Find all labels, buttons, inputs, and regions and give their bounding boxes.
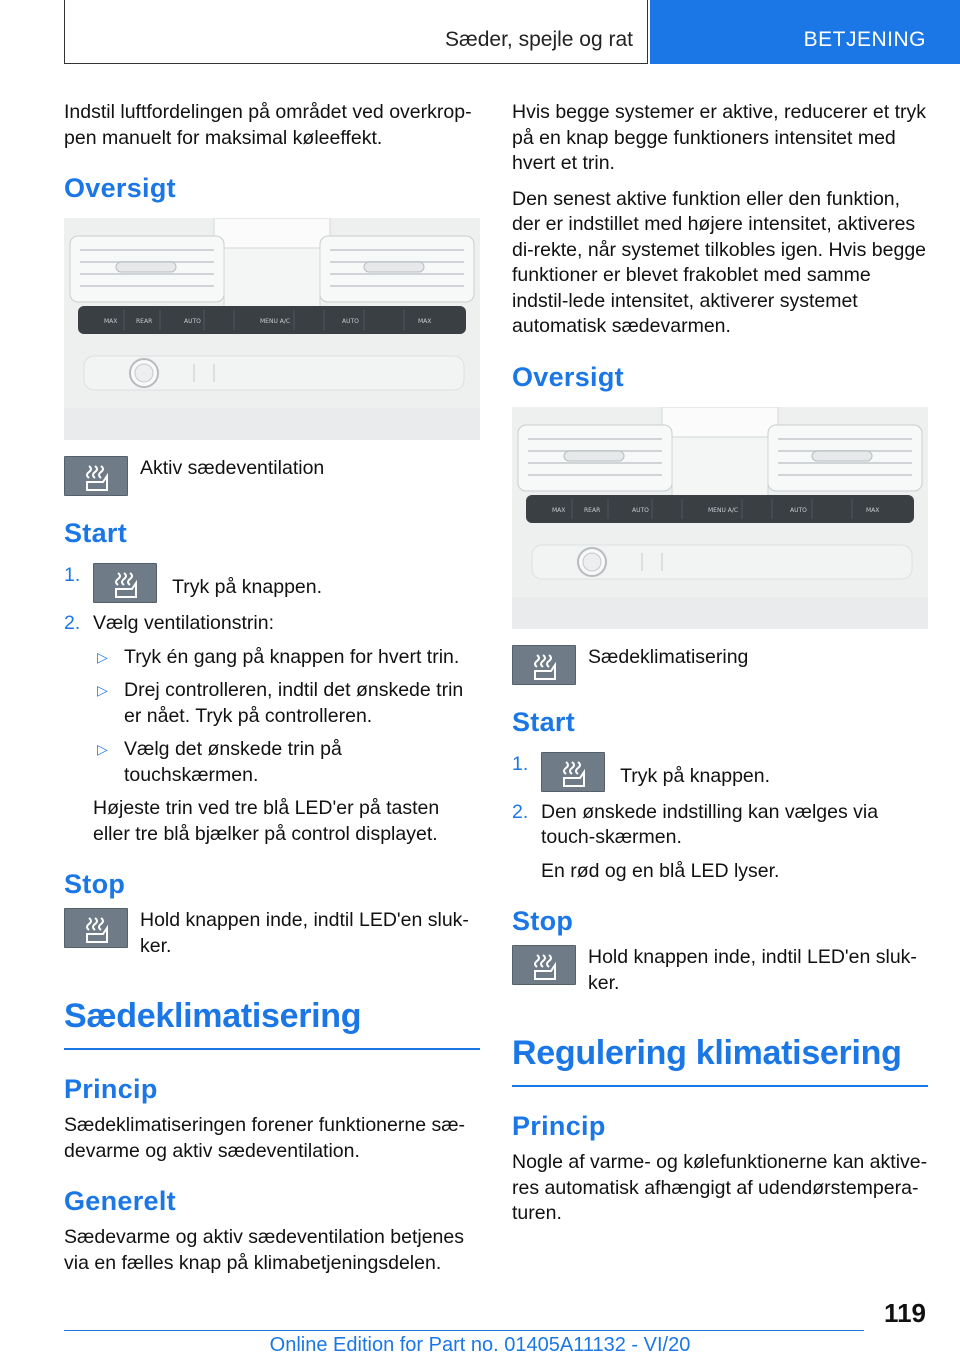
panel-label-max-right: MAX: [866, 506, 880, 514]
start-heading: Start: [512, 706, 576, 737]
stop-text: Hold knappen inde, indtil LED'en sluk-ker.: [140, 909, 469, 957]
stop-row: [512, 945, 928, 996]
paragraph: Den senest aktive funktion eller den funktion, der er indstillet med højere intensitet, aktiveres di-rekte, når systemet tilkobles igen. Hvis begge funktioner er blevet frakoblet med samme indstil-lede intensitet, aktiverer systemet automatisk sædevarmen.: [512, 187, 927, 337]
left-column: [64, 100, 480, 1286]
overview-caption: Sædeklimatisering: [588, 645, 749, 668]
step-item: 1. Tryk på knappen.: [64, 563, 480, 603]
caption-row: [512, 645, 928, 685]
footer-edition: Online Edition for Part no. 01405A11132 - VI/20: [269, 1334, 691, 1356]
seat-climate-icon: [512, 645, 576, 685]
section-title: Regulering klimatisering: [512, 1034, 928, 1087]
seat-ventilation-icon: [64, 908, 128, 948]
panel-label-menu: MENU A/C: [260, 318, 291, 325]
triangle-right-icon: ▷: [97, 682, 108, 698]
start-steps: [512, 752, 928, 885]
header-section-tab: [64, 0, 648, 64]
overview-caption: Aktiv sædeventilation: [140, 457, 325, 479]
header-section-title: Sæder, spejle og rat: [445, 28, 633, 51]
climate-panel-image: [64, 218, 480, 440]
intro-paragraph: Indstil luftfordelingen på området ved overkrop-pen manuelt for maksimal køleeffekt.: [64, 101, 472, 149]
section-title: Sædeklimatisering: [64, 997, 480, 1050]
overview-heading: Oversigt: [64, 173, 176, 203]
right-column: [512, 100, 928, 1237]
footer-divider: [64, 1330, 864, 1331]
seat-ventilation-icon: [64, 456, 128, 496]
start-heading: Start: [64, 518, 128, 548]
panel-label-max: MAX: [552, 506, 566, 514]
general-heading: Generelt: [64, 1186, 176, 1216]
stop-heading: Stop: [512, 906, 574, 936]
principle-heading: Princip: [64, 1074, 158, 1104]
start-steps: [64, 563, 480, 847]
panel-label-max: MAX: [104, 318, 118, 325]
panel-label-menu: MENU A/C: [708, 506, 739, 514]
stop-text: Hold knappen inde, indtil LED'en sluk-ker.: [588, 946, 917, 994]
panel-label-rear: REAR: [136, 318, 153, 325]
stop-row: [64, 908, 480, 959]
principle-text: Sædeklimatiseringen forener funktionerne sæ-devarme og aktiv sædeventilation.: [64, 1114, 466, 1162]
header-chapter-title: BETJENING: [803, 28, 926, 51]
panel-label-auto-right: AUTO: [342, 318, 359, 325]
page-number: 119: [884, 1298, 926, 1328]
step-item: 2. Den ønskede indstilling kan vælges via touch-skærmen. En rød og en blå LED lyser.: [512, 800, 928, 885]
climate-panel-image: [512, 407, 928, 629]
step-item: 1. Tryk på knappen.: [512, 752, 928, 792]
caption-row: [64, 456, 480, 496]
step-note: Højeste trin ved tre blå LED'er på tasten eller tre blå bjælker på control displayet.: [93, 797, 440, 845]
panel-label-auto-right: AUTO: [790, 506, 807, 514]
seat-ventilation-icon: [93, 563, 157, 603]
list-item: ▷ Drej controlleren, indtil det ønskede trin er nået. Tryk på controlleren.: [97, 679, 464, 727]
general-text: Sædevarme og aktiv sædeventilation betjenes via en fælles knap på klimabetjeningsdelen.: [64, 1226, 464, 1274]
paragraph: Hvis begge systemer er aktive, reducerer et tryk på en knap begge funktioners intensitet med hvert et trin.: [512, 101, 926, 174]
triangle-right-icon: ▷: [97, 648, 108, 665]
bullet-list: [93, 645, 480, 789]
seat-climate-icon: [512, 945, 576, 985]
overview-heading: Oversigt: [512, 361, 624, 392]
step-note: En rød og en blå LED lyser.: [541, 859, 780, 882]
stop-heading: Stop: [64, 869, 126, 899]
panel-label-auto: AUTO: [632, 506, 649, 514]
header-chapter-tab: [650, 0, 960, 64]
panel-label-auto: AUTO: [184, 318, 201, 325]
list-item: ▷ Tryk én gang på knappen for hvert trin.: [93, 645, 480, 671]
principle-heading: Princip: [512, 1111, 606, 1141]
step-item: 2. Vælg ventilationstrin: ▷ Tryk én gang på knappen for hvert trin. ▷ Drej controlleren, indtil det ønskede trin er nået. Tryk på controlleren. ▷ Vælg det ønskede trin på touchskærmen. Højeste trin ved tre blå LED'er på tasten eller tre blå bjælker på control displayet.: [64, 611, 480, 847]
triangle-right-icon: ▷: [97, 741, 108, 757]
panel-label-rear: REAR: [584, 506, 601, 514]
seat-climate-icon: [541, 752, 605, 792]
list-item: ▷ Vælg det ønskede trin på touchskærmen.: [97, 738, 342, 786]
panel-label-max-right: MAX: [418, 318, 432, 325]
principle-text: Nogle af varme- og kølefunktionerne kan aktive-res automatisk afhængigt af udendørstempera-turen.: [512, 1151, 928, 1224]
